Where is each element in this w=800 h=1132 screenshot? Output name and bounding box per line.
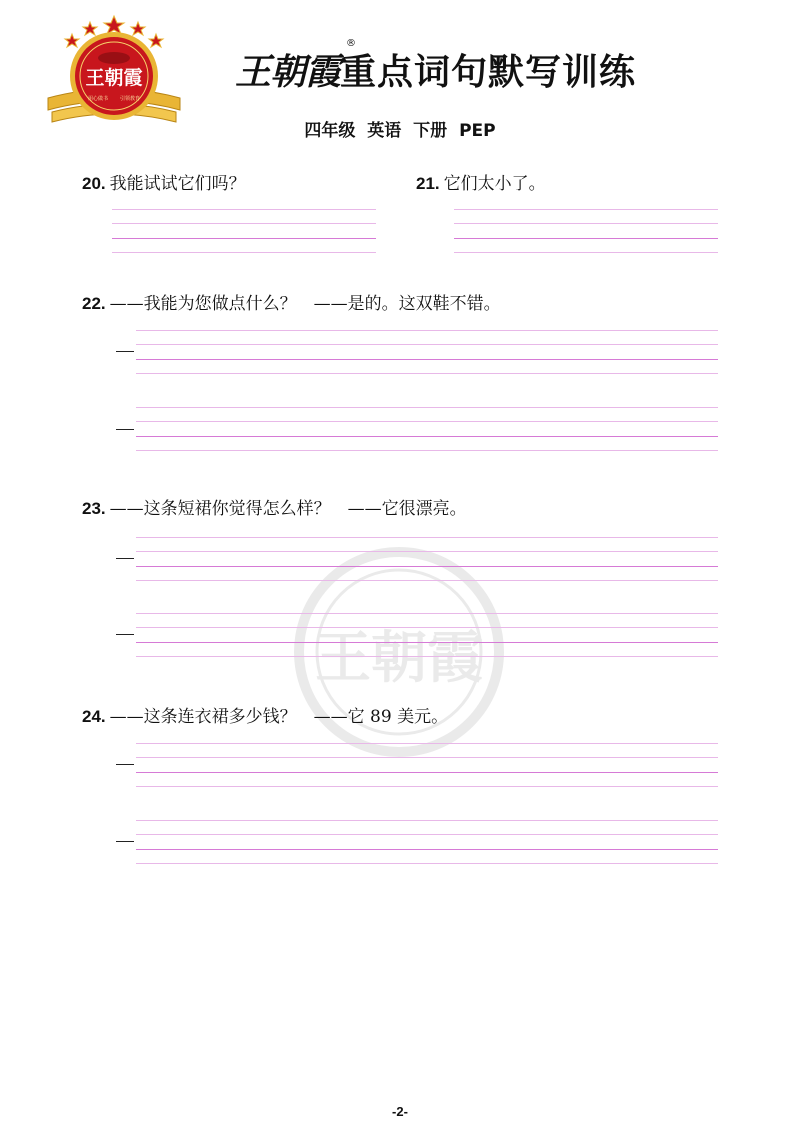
answer-lines-23b[interactable] xyxy=(136,613,718,657)
brand-logo xyxy=(46,14,182,132)
answer-dash xyxy=(116,764,134,765)
answer-lines-22a[interactable] xyxy=(136,330,718,374)
answer-lines-24a[interactable] xyxy=(136,743,718,787)
subtitle: 四年级 英语 下册 PEP xyxy=(304,121,496,141)
logo-motto-left: 用心做书 xyxy=(87,96,109,102)
answer-dash xyxy=(116,634,134,635)
logo-motto-right: 引领教育 xyxy=(119,96,141,102)
answer-dash xyxy=(116,841,134,842)
question-number: 23. xyxy=(82,499,106,518)
question-22 xyxy=(82,289,501,314)
question-23 xyxy=(82,494,467,519)
question-text: ——这条连衣裙多少钱？ ——它 89 美元。 xyxy=(109,707,449,727)
answer-lines-21[interactable] xyxy=(454,209,718,253)
question-text: 我能试试它们吗？ xyxy=(109,174,246,194)
question-number: 20. xyxy=(82,174,106,193)
question-text: 它们太小了。 xyxy=(443,174,546,194)
watermark-text: 王朝霞 xyxy=(315,625,483,691)
question-20 xyxy=(82,169,246,194)
question-text: ——我能为您做点什么？ ——是的。这双鞋不错。 xyxy=(109,294,501,314)
question-number: 21. xyxy=(416,174,440,193)
answer-lines-23a[interactable] xyxy=(136,537,718,581)
brand-suffix: 重点词句默写训练 xyxy=(340,52,637,93)
answer-lines-24b[interactable] xyxy=(136,820,718,864)
question-number: 24. xyxy=(82,707,106,726)
brand-name: 王朝霞 xyxy=(235,51,341,93)
question-number: 22. xyxy=(82,294,106,313)
registered-mark: ® xyxy=(346,38,356,49)
question-text: ——这条短裙你觉得怎么样？ ——它很漂亮。 xyxy=(109,499,467,519)
answer-lines-22b[interactable] xyxy=(136,407,718,451)
answer-lines-20[interactable] xyxy=(112,209,376,253)
page-number: -2- xyxy=(392,1104,408,1119)
question-21 xyxy=(416,169,546,194)
question-24 xyxy=(82,702,448,727)
logo-text: 王朝霞 xyxy=(85,67,143,89)
page-title xyxy=(235,44,636,95)
answer-dash xyxy=(116,351,134,352)
answer-dash xyxy=(116,558,134,559)
answer-dash xyxy=(116,429,134,430)
